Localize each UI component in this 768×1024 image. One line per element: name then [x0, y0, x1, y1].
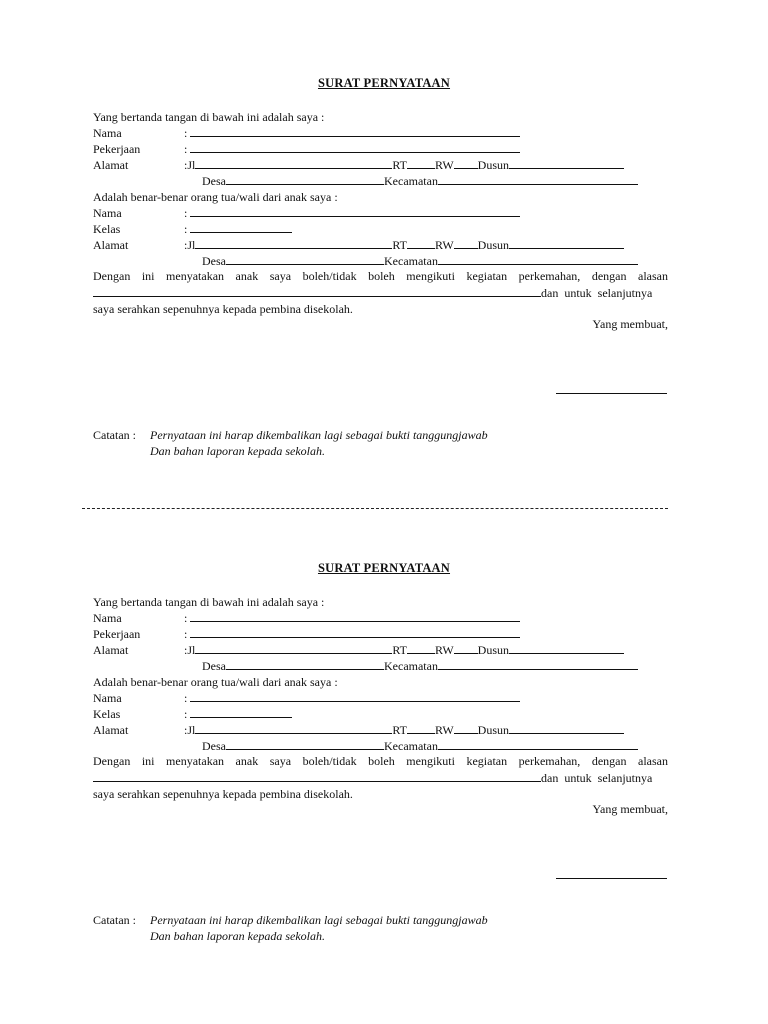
reason-row: [93, 286, 668, 300]
child-jalan-field[interactable]: [195, 723, 392, 734]
jalan-field[interactable]: [195, 158, 392, 169]
text-fragment: Dusun: [477, 643, 509, 657]
reason-row: [93, 771, 668, 785]
pekerjaan-label: Pekerjaan: [93, 627, 141, 641]
child-desa-field[interactable]: [226, 254, 384, 265]
child-jalan-field[interactable]: [195, 238, 392, 249]
note-label: Catatan :: [93, 913, 136, 927]
text-fragment: :: [184, 238, 188, 252]
text-fragment: :: [184, 611, 188, 625]
note-line-1: Pernyataan ini harap dikembalikan lagi sebagai bukti tanggungjawab: [150, 428, 488, 442]
text-fragment: Kecamatan: [384, 739, 438, 753]
child-nama-label: Nama: [93, 691, 122, 705]
signature-row: [556, 383, 667, 397]
child-nama-field[interactable]: [190, 206, 520, 217]
intro-text: Yang bertanda tangan di bawah ini adalah saya :: [93, 110, 325, 124]
text-fragment: :: [184, 643, 188, 657]
form-title: SURAT PERNYATAAN: [317, 561, 451, 575]
text-fragment: :: [184, 126, 188, 140]
text-fragment: RW: [434, 238, 454, 252]
pekerjaan-row: [184, 142, 520, 156]
alamat-label: Alamat: [93, 643, 129, 657]
text-fragment: Jl: [187, 643, 196, 657]
text-fragment: Desa: [202, 254, 226, 268]
child-desa-field[interactable]: [226, 739, 384, 750]
text-fragment: Dusun: [477, 158, 509, 172]
kecamatan-field[interactable]: [438, 174, 638, 185]
rt-field[interactable]: [407, 643, 435, 654]
nama-row: [184, 126, 520, 140]
text-fragment: Desa: [202, 659, 226, 673]
child-dusun-field[interactable]: [509, 238, 624, 249]
kelas-label: Kelas: [93, 707, 121, 721]
kelas-field[interactable]: [190, 707, 292, 718]
child-nama-row: [184, 206, 520, 220]
alamat-row-2: [202, 174, 638, 188]
nama-field[interactable]: [190, 126, 520, 137]
child-kecamatan-field[interactable]: [438, 739, 638, 750]
signature-field[interactable]: [556, 868, 667, 879]
nama-field[interactable]: [190, 611, 520, 622]
kecamatan-field[interactable]: [438, 659, 638, 670]
text-fragment: dan untuk selanjutnya: [541, 286, 653, 300]
text-fragment: Kecamatan: [384, 254, 438, 268]
text-fragment: RW: [434, 643, 454, 657]
text-fragment: :: [184, 707, 188, 721]
nama-row: [184, 611, 520, 625]
cut-line-divider: [82, 508, 668, 509]
alamat-row: [184, 158, 624, 172]
pekerjaan-label: Pekerjaan: [93, 142, 141, 156]
alamat-label: Alamat: [93, 158, 129, 172]
statement-text: Dengan ini menyatakan anak saya boleh/tidak boleh mengikuti kegiatan perkemahan, dengan alasan: [93, 269, 668, 283]
text-fragment: Jl: [187, 158, 196, 172]
kelas-row: [184, 222, 292, 236]
child-alamat-row: [184, 723, 624, 737]
child-rt-field[interactable]: [407, 238, 435, 249]
child-alamat-row-2: [202, 739, 638, 753]
text-fragment: Desa: [202, 739, 226, 753]
text-fragment: RT: [392, 238, 407, 252]
text-fragment: :: [184, 723, 188, 737]
text-fragment: Dusun: [477, 723, 509, 737]
child-alamat-row-2: [202, 254, 638, 268]
child-alamat-label: Alamat: [93, 238, 129, 252]
desa-field[interactable]: [226, 174, 384, 185]
reason-field[interactable]: [93, 771, 541, 782]
text-fragment: Kecamatan: [384, 174, 438, 188]
kelas-label: Kelas: [93, 222, 121, 236]
pekerjaan-field[interactable]: [190, 627, 520, 638]
child-alamat-label: Alamat: [93, 723, 129, 737]
signer-label: Yang membuat,: [592, 802, 668, 816]
text-fragment: :: [184, 206, 188, 220]
child-rw-field[interactable]: [454, 238, 478, 249]
parent-intro-text: Adalah benar-benar orang tua/wali dari anak saya :: [93, 675, 338, 689]
text-fragment: RT: [392, 643, 407, 657]
child-nama-label: Nama: [93, 206, 122, 220]
text-fragment: dan untuk selanjutnya: [541, 771, 653, 785]
parent-intro-text: Adalah benar-benar orang tua/wali dari anak saya :: [93, 190, 338, 204]
rt-field[interactable]: [407, 158, 435, 169]
kelas-row: [184, 707, 292, 721]
nama-label: Nama: [93, 126, 122, 140]
statement-form: [0, 561, 768, 941]
signature-row: [556, 868, 667, 882]
child-dusun-field[interactable]: [509, 723, 624, 734]
signature-field[interactable]: [556, 383, 667, 394]
dusun-field[interactable]: [509, 158, 624, 169]
note-label: Catatan :: [93, 428, 136, 442]
text-fragment: :: [184, 627, 188, 641]
kelas-field[interactable]: [190, 222, 292, 233]
reason-field[interactable]: [93, 286, 541, 297]
text-fragment: :: [184, 691, 188, 705]
child-nama-field[interactable]: [190, 691, 520, 702]
intro-text: Yang bertanda tangan di bawah ini adalah saya :: [93, 595, 325, 609]
text-fragment: Jl: [187, 723, 196, 737]
child-alamat-row: [184, 238, 624, 252]
statement-end-text: saya serahkan sepenuhnya kepada pembina disekolah.: [93, 302, 353, 316]
dusun-field[interactable]: [509, 643, 624, 654]
child-rw-field[interactable]: [454, 723, 478, 734]
statement-text: Dengan ini menyatakan anak saya boleh/tidak boleh mengikuti kegiatan perkemahan, dengan alasan: [93, 754, 668, 768]
note-line-1: Pernyataan ini harap dikembalikan lagi sebagai bukti tanggungjawab: [150, 913, 488, 927]
note-line-2: Dan bahan laporan kepada sekolah.: [150, 444, 325, 458]
child-kecamatan-field[interactable]: [438, 254, 638, 265]
alamat-row-2: [202, 659, 638, 673]
rw-field[interactable]: [454, 643, 478, 654]
jalan-field[interactable]: [195, 643, 392, 654]
child-nama-row: [184, 691, 520, 705]
desa-field[interactable]: [226, 659, 384, 670]
text-fragment: :: [184, 158, 188, 172]
text-fragment: RW: [434, 158, 454, 172]
form-title: SURAT PERNYATAAN: [317, 76, 451, 90]
child-rt-field[interactable]: [407, 723, 435, 734]
text-fragment: :: [184, 222, 188, 236]
statement-end-text: saya serahkan sepenuhnya kepada pembina disekolah.: [93, 787, 353, 801]
text-fragment: Jl: [187, 238, 196, 252]
statement-form: [0, 76, 768, 456]
text-fragment: Desa: [202, 174, 226, 188]
text-fragment: Kecamatan: [384, 659, 438, 673]
text-fragment: Dusun: [477, 238, 509, 252]
rw-field[interactable]: [454, 158, 478, 169]
pekerjaan-field[interactable]: [190, 142, 520, 153]
alamat-row: [184, 643, 624, 657]
text-fragment: RT: [392, 158, 407, 172]
text-fragment: RT: [392, 723, 407, 737]
note-line-2: Dan bahan laporan kepada sekolah.: [150, 929, 325, 943]
signer-label: Yang membuat,: [592, 317, 668, 331]
nama-label: Nama: [93, 611, 122, 625]
text-fragment: RW: [434, 723, 454, 737]
pekerjaan-row: [184, 627, 520, 641]
text-fragment: :: [184, 142, 188, 156]
